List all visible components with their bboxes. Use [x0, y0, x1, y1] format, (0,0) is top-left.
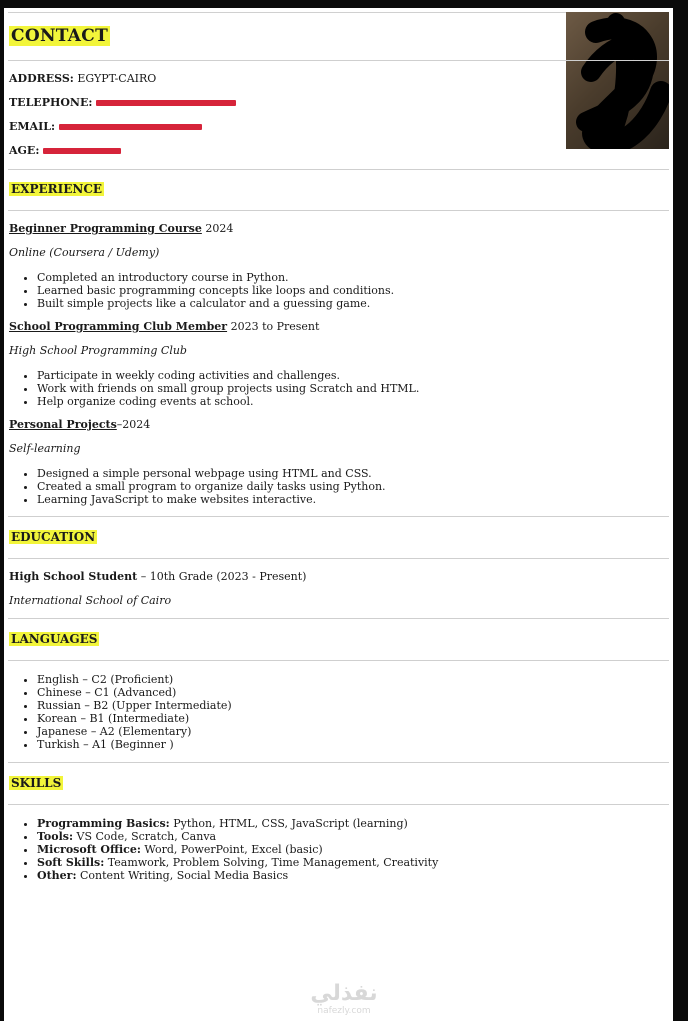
list-item: • Learning JavaScript to make websites interactive. [37, 493, 386, 506]
list-item: • Built simple projects like a calculator and a guessing game. [37, 297, 394, 310]
age-label: AGE: [9, 144, 40, 157]
watermark-arabic: نفذلي [310, 981, 378, 1006]
list-item: • Learned basic programming concepts like loops and conditions. [37, 284, 394, 297]
list-item [37, 869, 438, 882]
skill-value: Content Writing, Social Media Basics [76, 869, 289, 882]
education-school: International School of Cairo [9, 594, 172, 607]
resume-page [4, 8, 673, 1021]
list-item: • Participate in weekly coding activities and challenges. [37, 369, 419, 382]
email-line [9, 120, 202, 133]
email-redaction [59, 124, 202, 130]
contact-heading: CONTACT [11, 26, 109, 46]
list-item: • Turkish – A1 (Beginner ) [37, 738, 232, 751]
education-heading: EDUCATION [11, 530, 96, 544]
divider [8, 210, 669, 211]
list-item: • Completed an introductory course in Python. [37, 271, 394, 284]
skills-heading: SKILLS [11, 776, 62, 790]
experience-bullets [9, 467, 386, 506]
experience-entry-title [9, 222, 233, 235]
list-item: • Created a small program to organize daily tasks using Python. [37, 480, 386, 493]
skill-label: Programming Basics: [37, 817, 170, 830]
email-label: EMAIL: [9, 120, 56, 133]
list-item: • Korean – B1 (Intermediate) [37, 712, 232, 725]
redaction-scribble-icon [566, 12, 669, 149]
experience-date: 2023 to Present [227, 320, 320, 333]
skill-label: Microsoft Office: [37, 843, 141, 856]
address-line [9, 72, 156, 85]
experience-heading: EXPERIENCE [11, 182, 103, 196]
divider [8, 516, 669, 517]
address-label: ADDRESS: [9, 72, 74, 85]
education-detail: – 10th Grade (2023 - Present) [137, 570, 307, 583]
experience-org: High School Programming Club [9, 344, 187, 357]
experience-title: Personal Projects [9, 418, 117, 431]
education-line [9, 570, 306, 583]
experience-title: Beginner Programming Course [9, 222, 202, 235]
list-item [37, 856, 438, 869]
list-item [37, 843, 438, 856]
list-item: • Work with friends on small group projects using Scratch and HTML. [37, 382, 419, 395]
skill-value: Word, PowerPoint, Excel (basic) [140, 843, 323, 856]
experience-date: –2024 [116, 418, 151, 431]
list-item: • Russian – B2 (Upper Intermediate) [37, 699, 232, 712]
divider [8, 618, 669, 619]
list-item: • Japanese – A2 (Elementary) [37, 725, 232, 738]
languages-heading: LANGUAGES [11, 632, 98, 646]
telephone-redaction [96, 100, 236, 106]
experience-title: School Programming Club Member [9, 320, 228, 333]
telephone-label: TELEPHONE: [9, 96, 93, 109]
profile-photo [566, 12, 669, 149]
divider [8, 762, 669, 763]
experience-org: Online (Coursera / Udemy) [9, 246, 160, 259]
divider [8, 558, 669, 559]
divider [8, 60, 669, 61]
experience-entry-title [9, 320, 319, 333]
telephone-line [9, 96, 236, 109]
education-title: High School Student [9, 570, 138, 583]
watermark-latin: nafezly.com [317, 1006, 371, 1016]
divider [8, 804, 669, 805]
skill-value: Teamwork, Problem Solving, Time Management, Creativity [104, 856, 439, 869]
list-item: • English – C2 (Proficient) [37, 673, 232, 686]
list-item: • Chinese – C1 (Advanced) [37, 686, 232, 699]
skill-label: Other: [37, 869, 77, 882]
experience-date: 2024 [201, 222, 234, 235]
age-redaction [43, 148, 121, 154]
experience-bullets [9, 369, 419, 408]
skill-value: VS Code, Scratch, Canva [73, 830, 217, 843]
experience-entry-title [9, 418, 150, 431]
skills-list [9, 817, 438, 882]
list-item [37, 830, 438, 843]
languages-list [9, 673, 232, 751]
experience-bullets [9, 271, 394, 310]
list-item: • Help organize coding events at school. [37, 395, 419, 408]
skill-label: Tools: [37, 830, 74, 843]
divider [8, 660, 669, 661]
skill-value: Python, HTML, CSS, JavaScript (learning) [169, 817, 408, 830]
list-item [37, 817, 438, 830]
skill-label: Soft Skills: [37, 856, 105, 869]
divider [8, 169, 669, 170]
watermark [294, 982, 394, 1016]
list-item: • Designed a simple personal webpage using HTML and CSS. [37, 467, 386, 480]
experience-org: Self-learning [9, 442, 81, 455]
address-value: EGYPT-CAIRO [77, 72, 157, 85]
age-line [9, 144, 121, 157]
